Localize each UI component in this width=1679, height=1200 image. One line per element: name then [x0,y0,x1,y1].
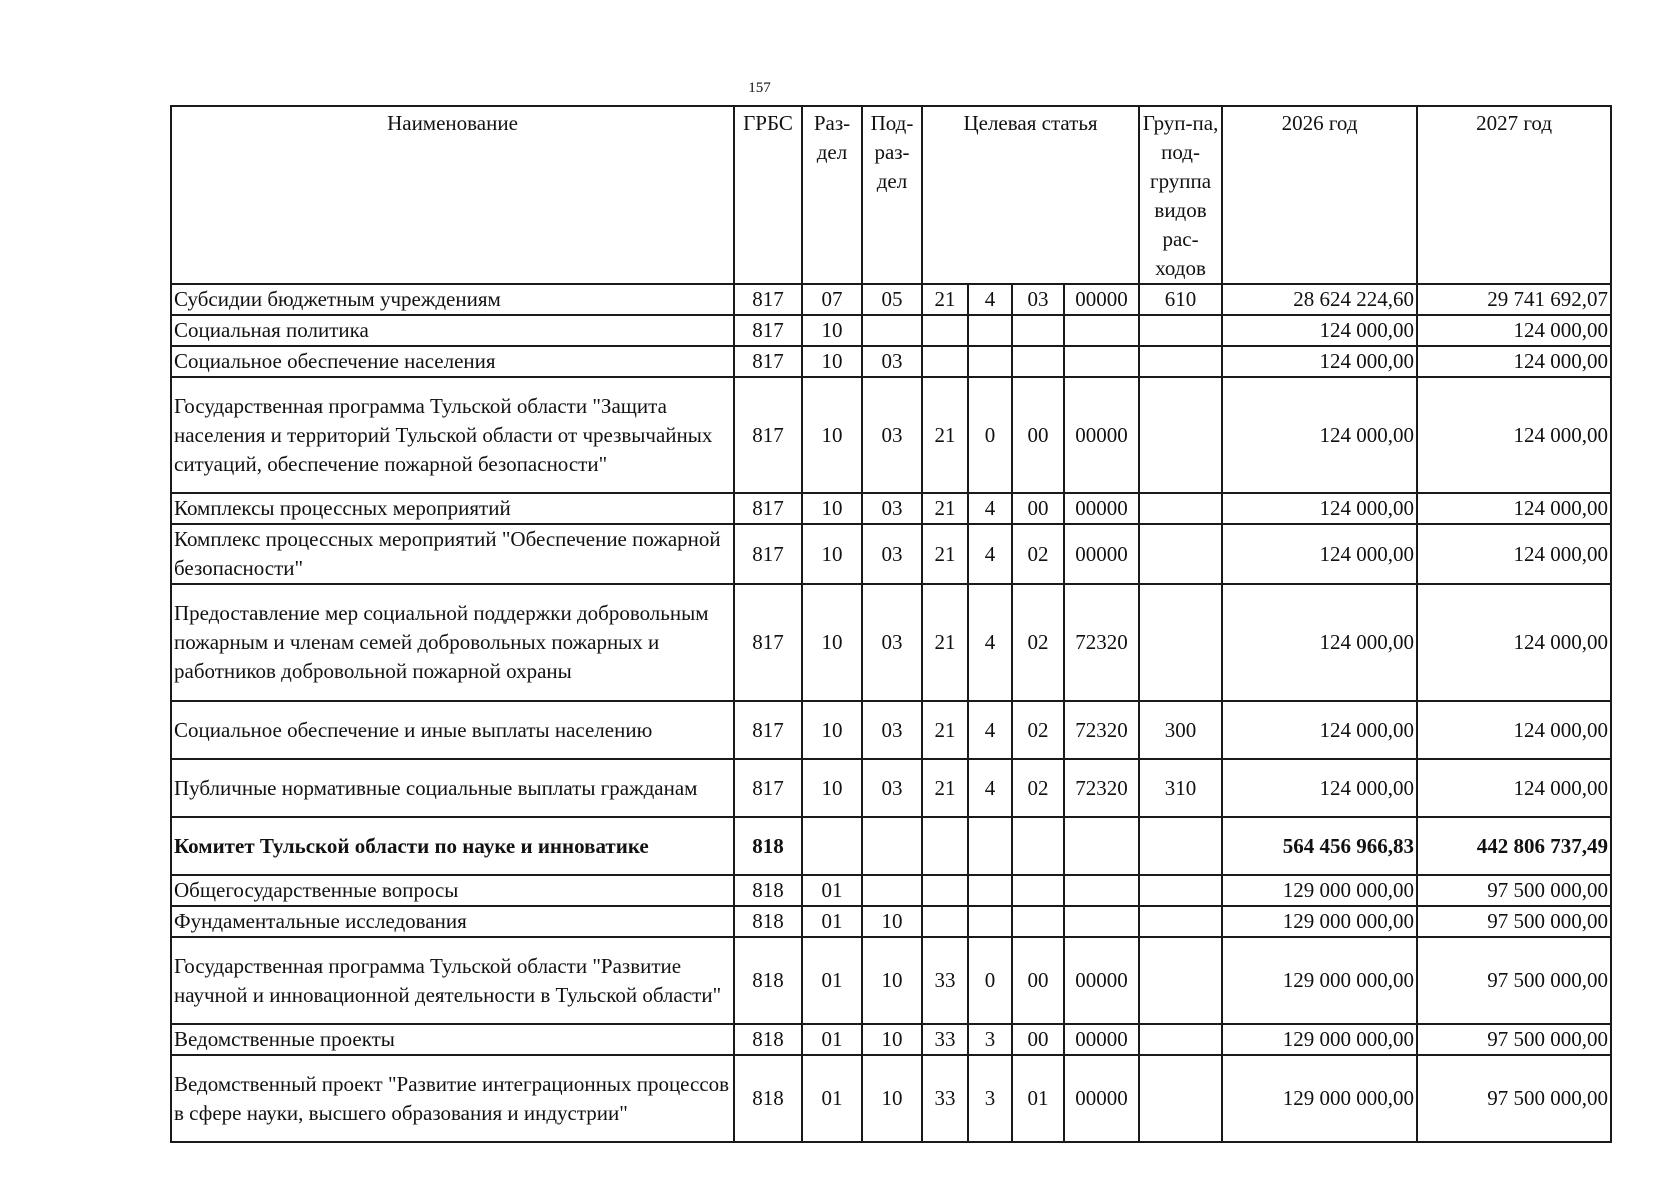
cell-target-program: 33 [922,1024,968,1055]
cell-podrazdel: 05 [862,284,922,315]
cell-target-program: 21 [922,284,968,315]
cell-razdel: 10 [802,346,862,377]
cell-amount-2027: 124 000,00 [1417,377,1611,493]
cell-name: Государственная программа Тульской области "Развитие научной и инновационной деятельности в Тульской области" [171,937,734,1024]
cell-expense-group [1139,906,1222,937]
cell-razdel: 10 [802,759,862,817]
cell-target-direction [1064,906,1139,937]
table-row [171,875,1611,906]
table-row [171,284,1611,315]
cell-amount-2026: 129 000 000,00 [1222,906,1417,937]
cell-razdel: 10 [802,584,862,701]
table-row [171,701,1611,759]
cell-amount-2027: 124 000,00 [1417,315,1611,346]
cell-target-type: 0 [968,937,1012,1024]
cell-target-structure: 02 [1012,759,1064,817]
budget-table [170,105,1612,1143]
cell-target-type [968,315,1012,346]
cell-amount-2027: 97 500 000,00 [1417,875,1611,906]
cell-razdel: 10 [802,377,862,493]
cell-grbs: 818 [734,1024,802,1055]
table-row [171,346,1611,377]
cell-amount-2026: 124 000,00 [1222,524,1417,584]
cell-target-structure: 03 [1012,284,1064,315]
cell-target-structure: 00 [1012,937,1064,1024]
cell-target-direction: 00000 [1064,524,1139,584]
cell-amount-2027: 124 000,00 [1417,759,1611,817]
header-2026: 2026 год [1222,106,1417,284]
cell-name: Социальное обеспечение населения [171,346,734,377]
table-row [171,759,1611,817]
cell-amount-2026: 129 000 000,00 [1222,1055,1417,1142]
cell-target-type: 4 [968,493,1012,524]
cell-target-type: 4 [968,284,1012,315]
cell-razdel: 01 [802,906,862,937]
cell-razdel: 10 [802,493,862,524]
cell-podrazdel: 10 [862,1024,922,1055]
cell-amount-2026: 564 456 966,83 [1222,817,1417,875]
cell-name: Социальная политика [171,315,734,346]
cell-name: Ведомственный проект "Развитие интеграционных процессов в сфере науки, высшего образования и индустрии" [171,1055,734,1142]
cell-target-structure [1012,346,1064,377]
cell-expense-group [1139,377,1222,493]
cell-podrazdel: 03 [862,524,922,584]
cell-amount-2027: 97 500 000,00 [1417,906,1611,937]
cell-grbs: 818 [734,875,802,906]
table-row [171,906,1611,937]
cell-expense-group [1139,1055,1222,1142]
cell-podrazdel [862,315,922,346]
cell-grbs: 818 [734,906,802,937]
cell-amount-2026: 124 000,00 [1222,346,1417,377]
cell-target-program [922,875,968,906]
cell-grbs: 817 [734,284,802,315]
table-row [171,1024,1611,1055]
cell-amount-2027: 124 000,00 [1417,346,1611,377]
table-header [171,106,1611,284]
cell-amount-2026: 124 000,00 [1222,701,1417,759]
cell-target-direction: 00000 [1064,377,1139,493]
cell-grbs: 817 [734,759,802,817]
cell-target-direction: 00000 [1064,284,1139,315]
cell-target-program: 21 [922,584,968,701]
cell-name: Субсидии бюджетным учреждениям [171,284,734,315]
cell-target-type [968,906,1012,937]
cell-target-structure: 02 [1012,524,1064,584]
header-name: Наименование [171,106,734,284]
cell-amount-2027: 97 500 000,00 [1417,937,1611,1024]
cell-grbs: 817 [734,377,802,493]
table-row [171,937,1611,1024]
cell-name: Публичные нормативные социальные выплаты гражданам [171,759,734,817]
cell-target-type: 4 [968,701,1012,759]
header-2027: 2027 год [1417,106,1611,284]
header-razdel: Раз-дел [802,106,862,284]
cell-amount-2026: 129 000 000,00 [1222,1024,1417,1055]
cell-expense-group: 610 [1139,284,1222,315]
cell-target-program: 21 [922,493,968,524]
cell-podrazdel: 03 [862,346,922,377]
cell-grbs: 817 [734,346,802,377]
cell-target-structure: 02 [1012,584,1064,701]
cell-podrazdel: 03 [862,584,922,701]
cell-amount-2027: 442 806 737,49 [1417,817,1611,875]
cell-podrazdel: 10 [862,1055,922,1142]
cell-target-program: 21 [922,524,968,584]
table-row [171,524,1611,584]
cell-target-structure: 00 [1012,377,1064,493]
cell-name: Государственная программа Тульской области "Защита населения и территорий Тульской области от чрезвычайных ситуаций, обеспечение пожарной безопасности" [171,377,734,493]
cell-amount-2027: 124 000,00 [1417,701,1611,759]
cell-razdel: 01 [802,1055,862,1142]
cell-amount-2027: 124 000,00 [1417,584,1611,701]
cell-target-program: 21 [922,377,968,493]
header-podrazdel: Под-раз-дел [862,106,922,284]
cell-expense-group [1139,584,1222,701]
cell-expense-group [1139,493,1222,524]
cell-grbs: 817 [734,701,802,759]
cell-grbs: 818 [734,937,802,1024]
cell-target-direction: 00000 [1064,937,1139,1024]
cell-amount-2026: 124 000,00 [1222,759,1417,817]
cell-target-direction: 72320 [1064,584,1139,701]
cell-target-program [922,346,968,377]
cell-target-program: 21 [922,701,968,759]
cell-expense-group [1139,817,1222,875]
cell-amount-2027: 97 500 000,00 [1417,1055,1611,1142]
cell-amount-2026: 129 000 000,00 [1222,937,1417,1024]
cell-podrazdel: 03 [862,493,922,524]
table-body [171,284,1611,1142]
cell-target-structure: 01 [1012,1055,1064,1142]
cell-razdel: 07 [802,284,862,315]
cell-target-type: 3 [968,1024,1012,1055]
cell-expense-group: 300 [1139,701,1222,759]
cell-expense-group [1139,937,1222,1024]
cell-grbs: 818 [734,1055,802,1142]
cell-razdel [802,817,862,875]
table-row [171,1055,1611,1142]
cell-grbs: 817 [734,584,802,701]
cell-target-structure: 00 [1012,493,1064,524]
cell-target-type: 4 [968,759,1012,817]
cell-target-direction [1064,875,1139,906]
cell-target-type: 4 [968,524,1012,584]
cell-target-type: 0 [968,377,1012,493]
cell-name: Комплекс процессных мероприятий "Обеспечение пожарной безопасности" [171,524,734,584]
cell-target-direction [1064,817,1139,875]
cell-expense-group [1139,524,1222,584]
cell-name: Социальное обеспечение и иные выплаты населению [171,701,734,759]
cell-grbs: 817 [734,493,802,524]
cell-amount-2027: 97 500 000,00 [1417,1024,1611,1055]
cell-target-structure [1012,817,1064,875]
cell-razdel: 01 [802,1024,862,1055]
cell-amount-2026: 129 000 000,00 [1222,875,1417,906]
cell-podrazdel: 10 [862,937,922,1024]
cell-amount-2026: 124 000,00 [1222,315,1417,346]
cell-podrazdel: 03 [862,759,922,817]
cell-podrazdel: 03 [862,377,922,493]
cell-grbs: 818 [734,817,802,875]
cell-podrazdel: 10 [862,906,922,937]
cell-target-type [968,875,1012,906]
cell-name: Комитет Тульской области по науке и инноватике [171,817,734,875]
cell-target-structure [1012,875,1064,906]
cell-grbs: 817 [734,315,802,346]
cell-target-structure: 02 [1012,701,1064,759]
cell-target-direction: 00000 [1064,493,1139,524]
table-row [171,817,1611,875]
cell-amount-2026: 124 000,00 [1222,377,1417,493]
cell-target-program: 33 [922,1055,968,1142]
cell-expense-group [1139,875,1222,906]
cell-target-direction [1064,346,1139,377]
cell-target-type [968,346,1012,377]
cell-target-direction [1064,315,1139,346]
cell-podrazdel [862,817,922,875]
header-grbs: ГРБС [734,106,802,284]
cell-podrazdel [862,875,922,906]
cell-target-type: 3 [968,1055,1012,1142]
cell-expense-group [1139,315,1222,346]
cell-name: Общегосударственные вопросы [171,875,734,906]
cell-grbs: 817 [734,524,802,584]
cell-target-program [922,315,968,346]
cell-razdel: 01 [802,875,862,906]
table-row [171,493,1611,524]
cell-target-direction: 00000 [1064,1024,1139,1055]
cell-target-program [922,906,968,937]
cell-amount-2026: 124 000,00 [1222,493,1417,524]
cell-target-type: 4 [968,584,1012,701]
cell-name: Комплексы процессных мероприятий [171,493,734,524]
cell-amount-2027: 124 000,00 [1417,524,1611,584]
cell-target-direction: 72320 [1064,701,1139,759]
header-expense-group: Груп-па, под-группа видов рас-ходов [1139,106,1222,284]
cell-razdel: 10 [802,524,862,584]
cell-target-program: 33 [922,937,968,1024]
page-number: 157 [748,80,771,96]
table-row [171,315,1611,346]
cell-target-type [968,817,1012,875]
cell-target-structure [1012,906,1064,937]
cell-razdel: 10 [802,701,862,759]
header-target-article: Целевая статья [922,106,1139,284]
cell-target-structure: 00 [1012,1024,1064,1055]
cell-amount-2027: 29 741 692,07 [1417,284,1611,315]
cell-expense-group [1139,1024,1222,1055]
cell-amount-2027: 124 000,00 [1417,493,1611,524]
cell-podrazdel: 03 [862,701,922,759]
cell-target-program: 21 [922,759,968,817]
cell-expense-group [1139,346,1222,377]
cell-target-structure [1012,315,1064,346]
cell-target-direction: 72320 [1064,759,1139,817]
cell-name: Предоставление мер социальной поддержки добровольным пожарным и членам семей добровольных пожарных и работников добровольной пожарной охраны [171,584,734,701]
cell-name: Ведомственные проекты [171,1024,734,1055]
cell-amount-2026: 124 000,00 [1222,584,1417,701]
cell-amount-2026: 28 624 224,60 [1222,284,1417,315]
table-row [171,584,1611,701]
cell-razdel: 10 [802,315,862,346]
cell-razdel: 01 [802,937,862,1024]
table-row [171,377,1611,493]
cell-name: Фундаментальные исследования [171,906,734,937]
cell-target-program [922,817,968,875]
cell-expense-group: 310 [1139,759,1222,817]
cell-target-direction: 00000 [1064,1055,1139,1142]
